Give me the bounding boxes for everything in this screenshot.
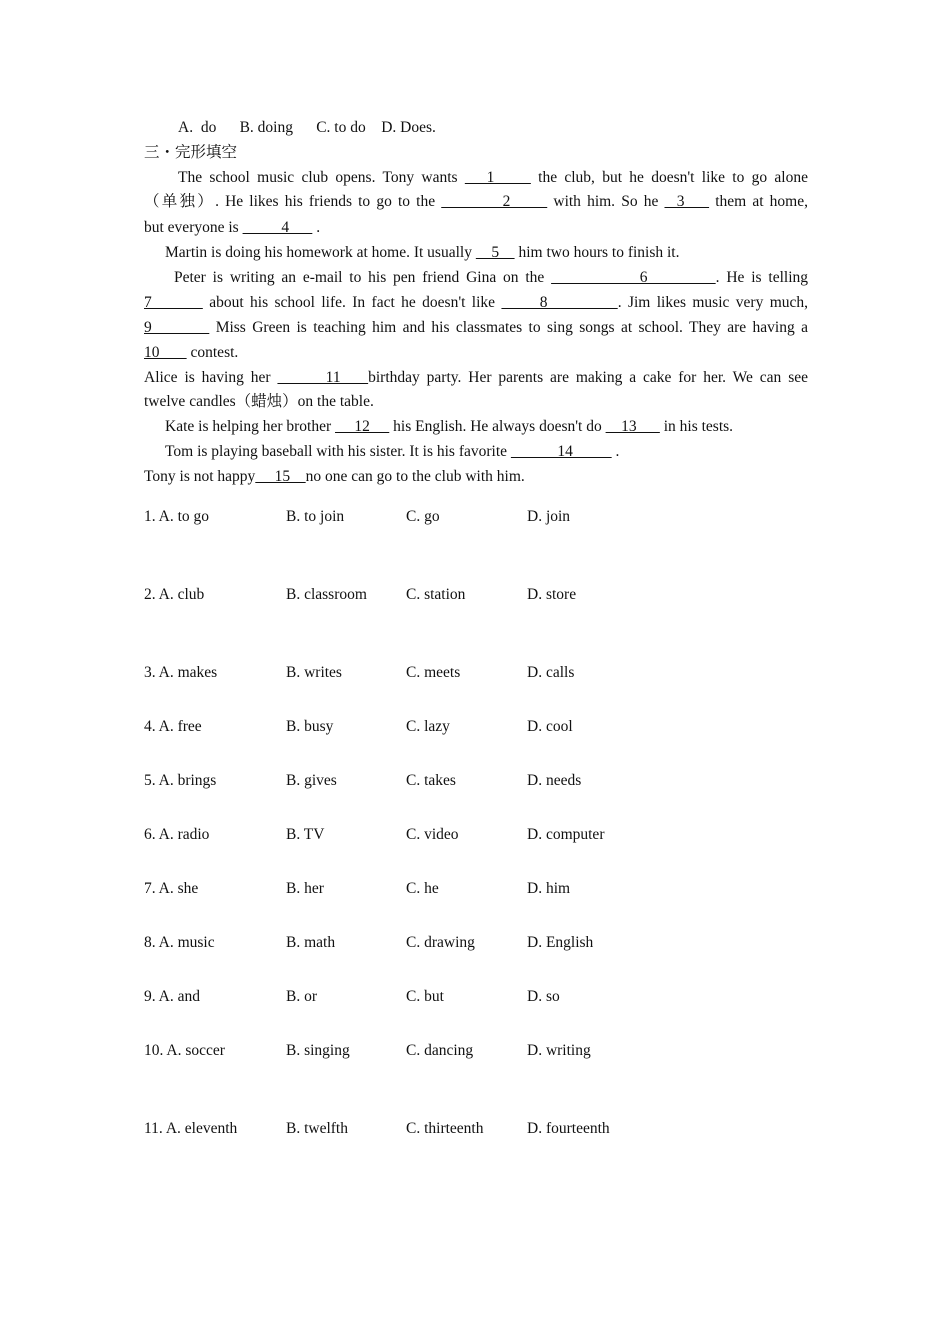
passage-line-4: Martin is doing his homework at home. It usually 5 him two hours to finish it.: [165, 244, 680, 261]
option-d: D. him: [527, 880, 571, 897]
passage-line-2: （单独）. He likes his friends to go to the 2 with him. So he 3 them at home,: [144, 193, 808, 210]
option-b: B. singing: [286, 1042, 350, 1059]
option-d: D. English: [527, 934, 594, 951]
blank-9: 9: [144, 319, 210, 336]
option-d: D. cool: [527, 718, 573, 735]
option-a: 2. A. club: [144, 586, 205, 603]
blank-6: 6: [551, 269, 716, 286]
passage-line-7: 9 Miss Green is teaching him and his classmates to sing songs at school. They are having a: [144, 319, 809, 336]
option-a: 10. A. soccer: [144, 1042, 225, 1059]
option-c: C. but: [406, 988, 444, 1005]
option-c: C. station: [406, 586, 466, 603]
option-d: D. computer: [527, 826, 605, 843]
option-b: B. busy: [286, 718, 334, 735]
blank-7: 7: [144, 294, 203, 311]
blank-2: 2: [441, 193, 548, 210]
passage-line-6: 7 about his school life. In fact he doesn't like 8 . Jim likes music very much,: [144, 294, 809, 311]
option-c: C. drawing: [406, 934, 475, 951]
passage-line-9: Alice is having her 11 birthday party. Her parents are making a cake for her. We can see: [144, 369, 808, 386]
section-title: 三・完形填空: [144, 144, 238, 161]
blank-3: 3: [664, 193, 710, 210]
option-d: D. join: [527, 508, 571, 525]
option-b: B. or: [286, 988, 317, 1005]
passage-line-3: but everyone is 4 .: [144, 219, 321, 236]
option-b: B. her: [286, 880, 324, 897]
blank-12: 12: [335, 418, 390, 435]
blank-14: 14: [510, 443, 612, 460]
option-a: 6. A. radio: [144, 826, 210, 843]
option-c: C. takes: [406, 772, 456, 789]
option-d: D. so: [527, 988, 560, 1005]
option-a: 8. A. music: [144, 934, 215, 951]
option-a: 1. A. to go: [144, 508, 210, 525]
option-c: C. meets: [406, 664, 461, 681]
option-c: C. he: [406, 880, 439, 897]
option-d: D. store: [527, 586, 577, 603]
option-d: D. fourteenth: [527, 1120, 610, 1137]
blank-11: 11: [277, 369, 369, 386]
blank-15: 15: [255, 468, 306, 485]
option-b: B. to join: [286, 508, 345, 525]
option-a: 7. A. she: [144, 880, 199, 897]
blank-5: 5: [475, 244, 515, 261]
option-b: B. classroom: [286, 586, 367, 603]
option-b: B. twelfth: [286, 1120, 348, 1137]
passage-line-10: twelve candles（蜡烛）on the table.: [144, 393, 374, 410]
option-c: C. go: [406, 508, 440, 525]
passage-line-1: The school music club opens. Tony wants 1 the club, but he doesn't like to go alone: [178, 169, 808, 186]
passage-line-11: Kate is helping her brother 12 his English. He always doesn't do 13 in his tests.: [165, 418, 734, 435]
option-d: D. writing: [527, 1042, 591, 1059]
option-c: C. lazy: [406, 718, 450, 735]
option-c: C. thirteenth: [406, 1120, 484, 1137]
passage-line-8: 10 contest.: [144, 344, 239, 361]
option-d: D. needs: [527, 772, 582, 789]
option-b: B. gives: [286, 772, 337, 789]
option-b: B. math: [286, 934, 336, 951]
blank-1: 1: [464, 169, 531, 186]
passage-line-12: Tom is playing baseball with his sister. It is his favorite 14 .: [165, 443, 620, 460]
passage-line-5: Peter is writing an e-mail to his pen friend Gina on the 6 . He is telling: [174, 269, 809, 286]
blank-4: 4: [242, 219, 313, 236]
blank-8: 8: [501, 294, 618, 311]
option-b: B. TV: [286, 826, 325, 843]
option-a: 9. A. and: [144, 988, 200, 1005]
option-a: 4. A. free: [144, 718, 202, 735]
blank-10: 10: [144, 344, 187, 361]
option-a: 11. A. eleventh: [144, 1120, 238, 1137]
passage-line-13: Tony is not happy 15 no one can go to the club with him.: [144, 468, 525, 485]
option-a: 5. A. brings: [144, 772, 217, 789]
option-d: D. calls: [527, 664, 575, 681]
option-a: 3. A. makes: [144, 664, 218, 681]
previous-question-options: A. do B. doing C. to do D. Does.: [178, 119, 436, 136]
option-b: B. writes: [286, 664, 342, 681]
option-c: C. video: [406, 826, 459, 843]
blank-13: 13: [605, 418, 660, 435]
option-c: C. dancing: [406, 1042, 474, 1059]
